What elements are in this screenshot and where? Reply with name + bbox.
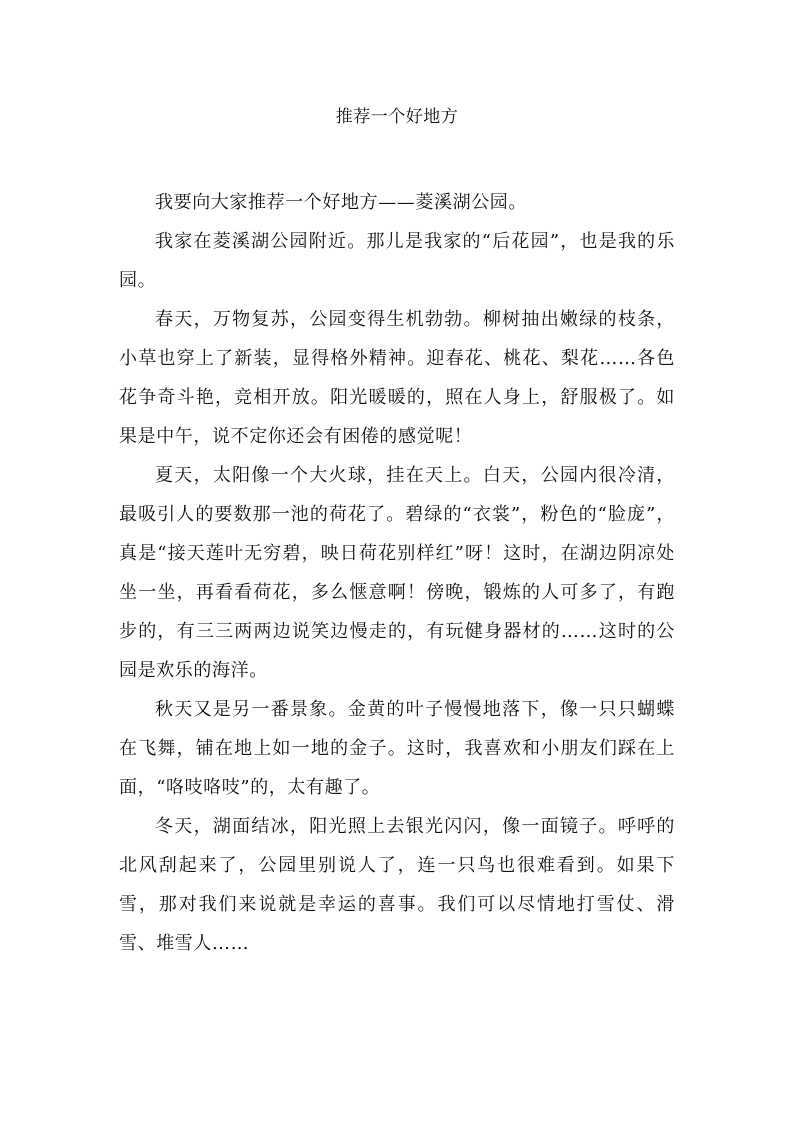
paragraph-autumn: 秋天又是另一番景象。金黄的叶子慢慢地落下，像一只只蝴蝶在飞舞，铺在地上如一地的金子。这时，我喜欢和小朋友们踩在上面，“咯吱咯吱”的，太有趣了。 xyxy=(119,699,675,798)
paragraph-spring: 春天，万物复苏，公园变得生机勃勃。柳树抽出嫩绿的枝条，小草也穿上了新装，显得格外精神。迎春花、桃花、梨花……各色花争奇斗艳，竞相开放。阳光暖暖的，照在人身上，舒服极了。如果是中午，说不定你还会有困倦的感觉呢！ xyxy=(119,309,675,447)
paragraph-intro: 我要向大家推荐一个好地方——菱溪湖公园。 xyxy=(155,192,527,213)
paragraph-home: 我家在菱溪湖公园附近。那儿是我家的“后花园”，也是我的乐园。 xyxy=(119,231,675,291)
document-body xyxy=(119,183,675,963)
paragraph-summer: 夏天，太阳像一个大火球，挂在天上。白天，公园内很冷清，最吸引人的要数那一池的荷花了。碧绿的“衣裳”，粉色的“脸庞”，真是“接天莲叶无穷碧，映日荷花别样红”呀！这时，在湖边阴凉处坐一坐，再看看荷花，多么惬意啊！傍晚，锻炼的人可多了，有跑步的，有三三两两边说笑边慢走的，有玩健身器材的……这时的公园是欢乐的海洋。 xyxy=(119,465,675,681)
document-title: 推荐一个好地方 xyxy=(335,107,459,127)
paragraph-winter: 冬天，湖面结冰，阳光照上去银光闪闪，像一面镜子。呼呼的北风刮起来了，公园里别说人了，连一只鸟也很难看到。如果下雪，那对我们来说就是幸运的喜事。我们可以尽情地打雪仗、滑雪、堆雪人…… xyxy=(119,816,675,954)
